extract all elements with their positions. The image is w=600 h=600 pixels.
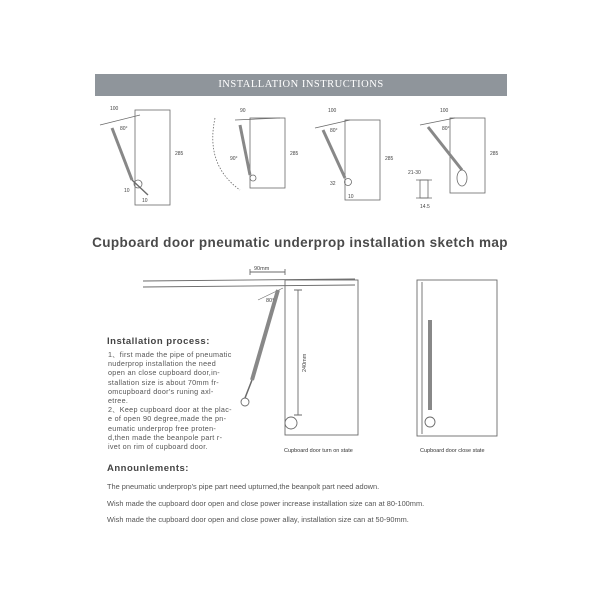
d1-bottom-b: 10 xyxy=(142,198,148,204)
step-line: d,then made the beanpole part r- xyxy=(108,432,223,442)
small-diagram-1 xyxy=(100,106,184,205)
top-dimension-label: 90mm xyxy=(254,266,270,272)
d3-top-label: 100 xyxy=(328,108,337,114)
angle-label: 80° xyxy=(266,298,275,304)
step-line: omcupboard door's runing axl- xyxy=(108,386,214,396)
d4-detail-b: 14.5 xyxy=(420,204,430,210)
instructions-banner: INSTALLATION INSTRUCTIONS xyxy=(95,74,507,96)
installation-steps xyxy=(108,350,248,451)
announcement-line-2: Wish made the cupboard door open and close power increase installation size can at 80-100mm. xyxy=(107,499,425,508)
d4-top-label: 100 xyxy=(440,108,449,114)
d1-top-label: 100 xyxy=(110,106,119,112)
small-diagram-4 xyxy=(408,108,499,210)
closed-state-caption: Cupboard door close state xyxy=(420,448,485,454)
d1-angle-label: 80° xyxy=(120,126,128,132)
small-diagram-3 xyxy=(315,108,394,200)
closed-state-sketch xyxy=(417,280,497,436)
small-diagrams-row xyxy=(90,100,510,220)
d3-bottom-a: 32 xyxy=(330,181,336,187)
d4-height-label: 285 xyxy=(490,151,499,157)
step-line: 2、Keep cupboard door at the plac- xyxy=(108,405,232,415)
d2-top-label: 90 xyxy=(240,108,246,114)
d2-height-label: 285 xyxy=(290,151,299,157)
step-line: nuderprop installation the need xyxy=(108,359,217,369)
d4-detail-a: 21-30 xyxy=(408,170,421,176)
main-title: Cupboard door pneumatic underprop installation sketch map xyxy=(92,235,508,250)
installation-process-heading: Installation process: xyxy=(107,336,210,347)
step-line: ivet on rim of cupboard door. xyxy=(108,442,208,452)
d2-angle-label: 90° xyxy=(230,156,238,162)
announcement-line-1: The pneumatic underprop's pipe part need upturned,the beanpolt part need adown. xyxy=(107,482,380,491)
step-line: open an close cupboard door,in- xyxy=(108,368,220,378)
small-diagram-2 xyxy=(213,108,299,190)
d1-height-label: 285 xyxy=(175,151,184,157)
d1-bottom-a: 10 xyxy=(124,188,130,194)
step-line: eumatic underprop free proten- xyxy=(108,423,217,433)
vertical-dimension-label: 240mm xyxy=(302,353,308,372)
d3-height-label: 285 xyxy=(385,156,394,162)
step-line: 1、first made the pipe of pneumatic xyxy=(108,350,232,359)
step-line: etree. xyxy=(108,396,129,406)
d3-angle-label: 80° xyxy=(330,128,338,134)
d3-bottom-b: 10 xyxy=(348,194,354,200)
step-line: stallation size is about 70mm fr- xyxy=(108,377,219,387)
announcements-heading: Announlements: xyxy=(107,463,189,474)
step-line: e of open 90 degree,made the pn- xyxy=(108,414,227,424)
announcement-line-3: Wish made the cupboard door open and close power allay, installation size can at 50-90mm. xyxy=(107,515,409,524)
open-state-caption: Cupboard door turn on state xyxy=(284,448,353,454)
d4-angle-label: 80° xyxy=(442,126,450,132)
